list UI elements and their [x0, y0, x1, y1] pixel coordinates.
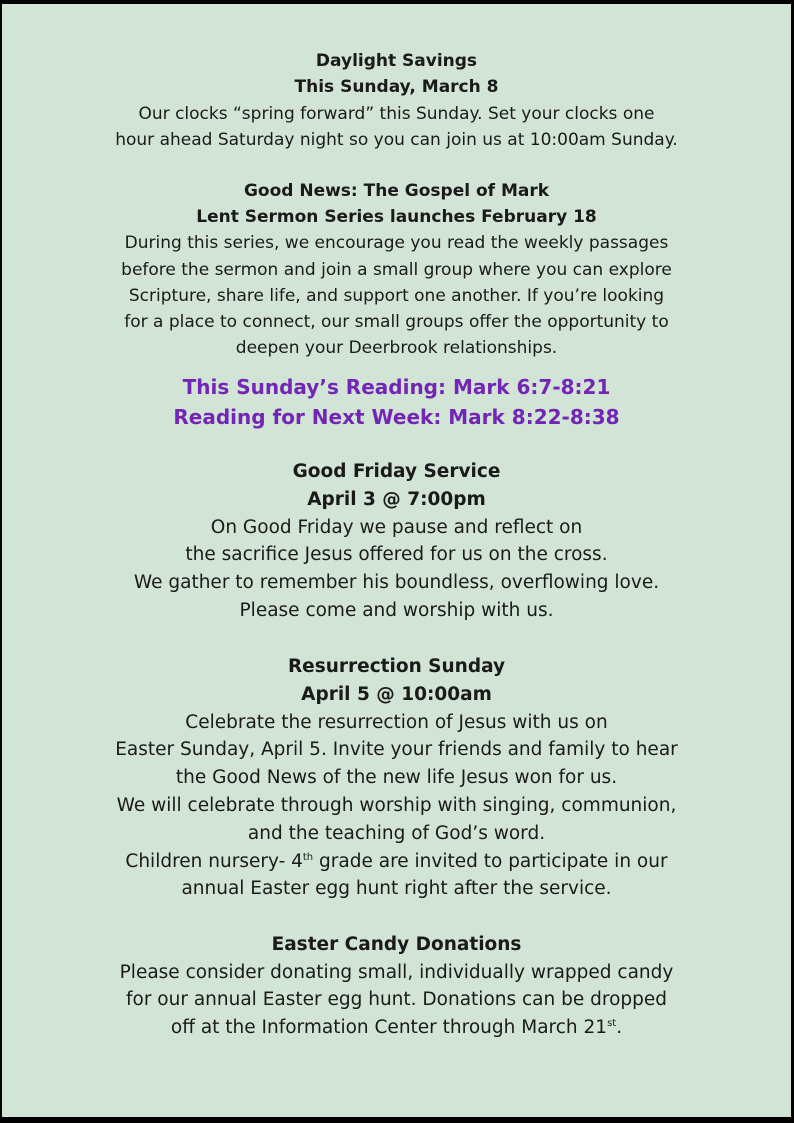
resurrection-sunday-section — [2, 653, 791, 903]
bulletin-page — [2, 4, 791, 1117]
children-invite-start: Children nursery- 4 — [125, 850, 303, 872]
gospel-subtitle: Lent Sermon Series launches February 18 — [196, 207, 597, 228]
ordinal-suffix: th — [302, 851, 314, 863]
this-sunday-reading: This Sunday’s Reading: Mark 6:7-8:21 — [182, 375, 611, 399]
daylight-date: This Sunday, March 8 — [294, 77, 499, 98]
good-friday-date: April 3 @ 7:00pm — [307, 488, 486, 510]
good-friday-text-line: the sacrifice Jesus offered for us on the cross. — [185, 544, 608, 566]
candy-last-line — [2, 1014, 791, 1042]
resurrection-text-line: the Good News of the new life Jesus won for us. — [175, 767, 618, 789]
resurrection-text-line: annual Easter egg hunt right after the service. — [181, 878, 612, 900]
resurrection-date: April 5 @ 10:00am — [301, 683, 492, 705]
easter-candy-section — [2, 931, 791, 1041]
resurrection-text-line: and the teaching of God’s word. — [247, 822, 546, 844]
resurrection-text-line: Celebrate the resurrection of Jesus with us on — [185, 711, 608, 733]
gospel-text-line: During this series, we encourage you read the weekly passages — [124, 233, 669, 254]
good-friday-text-line: On Good Friday we pause and reflect on — [210, 516, 583, 538]
candy-last-start: off at the Information Center through March 21 — [170, 1016, 608, 1038]
next-week-reading: Reading for Next Week: Mark 8:22-8:38 — [173, 405, 620, 429]
children-invite-line — [2, 848, 791, 876]
candy-text-line: for our annual Easter egg hunt. Donations can be dropped — [125, 989, 668, 1011]
good-friday-title: Good Friday Service — [292, 461, 501, 482]
children-invite-end: grade are invited to participate in our — [313, 850, 668, 872]
resurrection-text-line: We will celebrate through worship with singing, communion, — [116, 794, 677, 816]
gospel-series-section — [2, 178, 791, 361]
gospel-title: Good News: The Gospel of Mark — [243, 181, 550, 201]
candy-title: Easter Candy Donations — [271, 934, 522, 955]
good-friday-text-line: Please come and worship with us. — [239, 599, 554, 621]
good-friday-text-line: We gather to remember his boundless, overflowing love. — [133, 572, 660, 594]
daylight-text-line: Our clocks “spring forward” this Sunday. Set your clocks one — [138, 103, 655, 124]
resurrection-text-line: Easter Sunday, April 5. Invite your friends and family to hear — [115, 739, 678, 761]
readings-section — [2, 372, 791, 432]
candy-last-end: . — [616, 1016, 623, 1038]
gospel-text-line: Scripture, share life, and support one another. If you’re looking — [128, 285, 665, 306]
gospel-text-line: for a place to connect, our small groups offer the opportunity to — [124, 312, 669, 333]
ordinal-suffix: st — [607, 1017, 617, 1029]
good-friday-section — [2, 458, 791, 625]
daylight-text-line: hour ahead Saturday night so you can join us at 10:00am Sunday. — [115, 129, 678, 150]
gospel-text-line: deepen your Deerbrook relationships. — [235, 338, 558, 359]
candy-text-line: Please consider donating small, individually wrapped candy — [119, 961, 674, 983]
gospel-text-line: before the sermon and join a small group where you can explore — [121, 259, 672, 280]
resurrection-title: Resurrection Sunday — [287, 656, 506, 677]
daylight-savings-section — [2, 48, 791, 153]
daylight-title: Daylight Savings — [315, 51, 478, 71]
